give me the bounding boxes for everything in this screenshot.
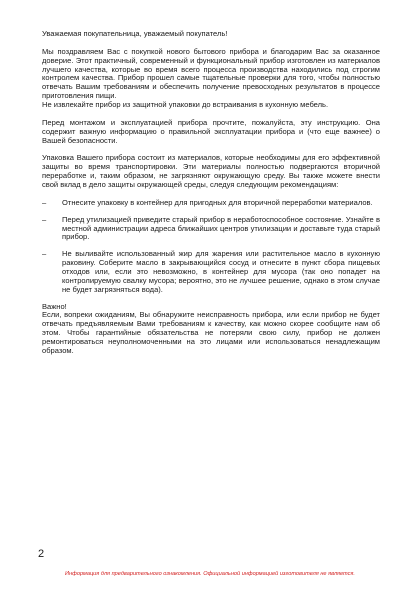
packaging-paragraph: Упаковка Вашего прибора состоит из материалов, которые необходимы для его эффективной защиты во время транспортировки. Эти материалы полностью подвергаются вторичной переработке и, таким образом, не загрязняют окружающую среду. Вы также можете внести свой вклад в дело защиты окружающей среды, следуя следующим рекомендациям: (42, 153, 380, 190)
recommendation-text: Отнесите упаковку в контейнер для пригодных для вторичной переработки материалов. (62, 197, 373, 207)
page-number: 2 (38, 548, 45, 560)
greeting: Уважаемая покупательница, уважаемый покупатель! (42, 29, 228, 38)
recommendations-list (42, 199, 380, 295)
recommendation-text: Не выливайте использованный жир для жарения или растительное масло в кухонную раковину. Соберите масло в закрывающийся сосуд и отнесите в пункт сбора пищевых отходов или, если это невозможно, в контейнер для мусора (так оно попадет на контролируемую свалку мусора; вероятно, это не лучшее решение, однако в этом случае не будет загрязняться вода). (62, 249, 380, 294)
page-body (42, 30, 380, 356)
important-paragraph: Если, вопреки ожиданиям, Вы обнаружите неисправность прибора, или если прибор не будет отвечать предъявляемым Вами требованиям к качеству, как можно скорее сообщите нам об этом. Чтобы гарантийные обязательства не потеряли свою силу, прибор не должен ремонтироваться неуполномоченными на это лицами или использоваться ненадлежащим образом. (42, 310, 380, 355)
list-item (42, 199, 380, 208)
recommendation-text: Перед утилизацией приведите старый прибор в неработоспособное состояние. Узнайте в местной администрации адреса ближайших центров утилизации и доставьте туда старый прибор. (62, 214, 380, 242)
list-item (42, 216, 380, 243)
intro-paragraph: Мы поздравляем Вас с покупкой нового бытового прибора и благодарим Вас за оказанное доверие. Этот практичный, современный и функциональный прибор изготовлен из материалов лучшего качества, которые во время всего процесса производства находились под строгим контролем качества. Прибор прошел самые тщательные проверки для того, чтобы полностью отвечать Вашим требованиям и обеспечить получение превосходных результатов в процессе приготовления пищи. (42, 46, 380, 101)
bullet-dash: – (42, 249, 47, 259)
footer-disclaimer: Информация для предварительного ознакомления. Официальной информацией изготовителя не является. (65, 571, 355, 577)
important-heading: Важно! (42, 301, 67, 311)
instructions-paragraph: Перед монтажом и эксплуатацией прибора прочтите, пожалуйста, эту инструкцию. Она содержит важную информацию о правильной эксплуатации прибора и (что еще важнее) о Вашей безопасности. (42, 117, 380, 145)
bullet-dash: – (42, 197, 47, 207)
intro-note: Не извлекайте прибор из защитной упаковки до встраивания в кухонную мебель. (42, 100, 329, 110)
list-item (42, 250, 380, 294)
bullet-dash: – (42, 214, 47, 224)
